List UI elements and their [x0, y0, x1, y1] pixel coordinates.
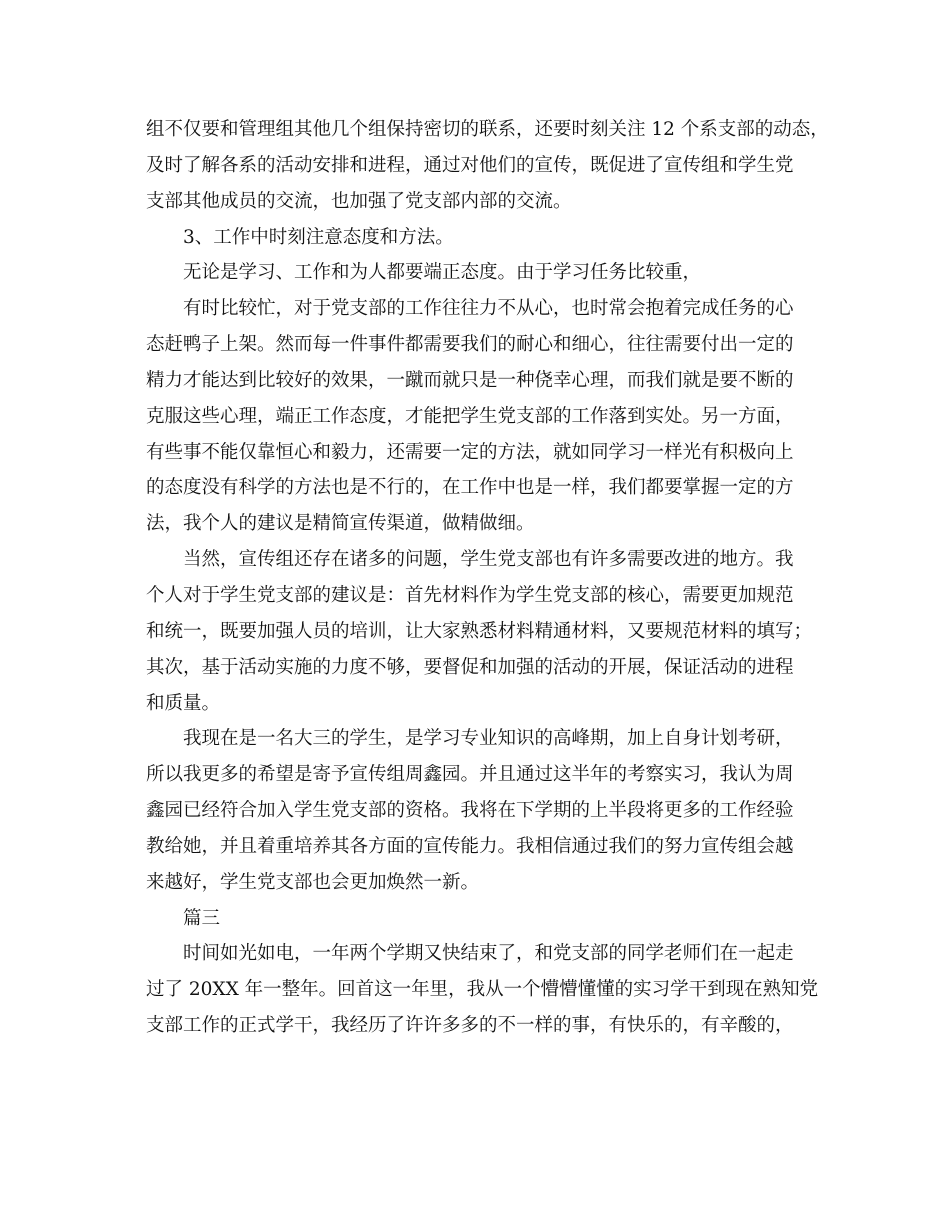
text-line: 教给她，并且着重培养其各方面的宣传能力。我相信通过我们的努力宣传组会越: [146, 835, 794, 857]
text-line: 无论是学习、工作和为人都要端正态度。由于学习任务比较重，: [183, 262, 702, 284]
section-heading: 篇三: [183, 907, 221, 929]
text-line: 态赶鸭子上架。然而每一件事件都需要我们的耐心和细心，往往需要付出一定的: [146, 334, 794, 356]
text-line: 我现在是一名大三的学生，是学习专业知识的高峰期，加上自身计划考研，: [183, 728, 794, 750]
text-line: 来越好，学生党支部也会更加焕然一新。: [146, 871, 480, 893]
text-line: 时间如光如电，一年两个学期又快结束了，和党支部的同学老师们在一起走: [183, 943, 794, 965]
text-line: 和统一，既要加强人员的培训，让大家熟悉材料精通材料，又要规范材料的填写；: [146, 620, 813, 642]
text-line: 当然，宣传组还存在诸多的问题，学生党支部也有许多需要改进的地方。我: [183, 549, 794, 571]
text-line: 有时比较忙，对于党支部的工作往往力不从心，也时常会抱着完成任务的心: [183, 298, 794, 320]
text-line: 及时了解各系的活动安排和进程，通过对他们的宣传，既促进了宣传组和学生党: [146, 154, 794, 176]
text-line: 过了 20XX 年一整年。回首这一年里，我从一个懵懵懂懂的实习学干到现在熟知党: [146, 979, 819, 1001]
text-line: 支部其他成员的交流，也加强了党支部内部的交流。: [146, 190, 572, 212]
text-line: 个人对于学生党支部的建议是：首先材料作为学生党支部的核心，需要更加规范: [146, 584, 794, 606]
text-line: 有些事不能仅靠恒心和毅力，还需要一定的方法，就如同学习一样光有积极向上: [146, 441, 794, 463]
text-line: 精力才能达到比较好的效果，一蹴而就只是一种侥幸心理，而我们就是要不断的: [146, 369, 794, 391]
text-line: 和质量。: [146, 692, 221, 714]
text-line: 法，我个人的建议是精简宣传渠道，做精做细。: [146, 513, 535, 535]
text-line: 鑫园已经符合加入学生党支部的资格。我将在下学期的上半段将更多的工作经验: [146, 800, 794, 822]
text-line: 支部工作的正式学干，我经历了许许多多的不一样的事，有快乐的，有辛酸的，: [146, 1015, 794, 1037]
text-line: 克服这些心理，端正工作态度，才能把学生党支部的工作落到实处。另一方面，: [146, 405, 794, 427]
text-line: 其次，基于活动实施的力度不够，要督促和加强的活动的开展，保证活动的进程: [146, 656, 794, 678]
text-line: 组不仅要和管理组其他几个组保持密切的联系，还要时刻关注 12 个系支部的动态，: [146, 119, 829, 140]
section-heading: 3、工作中时刻注意态度和方法。: [183, 226, 454, 248]
text-line: 所以我更多的希望是寄予宣传组周鑫园。并且通过这半年的考察实习，我认为周: [146, 764, 794, 786]
document-body: [146, 112, 829, 1044]
text-line: 的态度没有科学的方法也是不行的，在工作中也是一样，我们都要掌握一定的方: [146, 477, 794, 499]
